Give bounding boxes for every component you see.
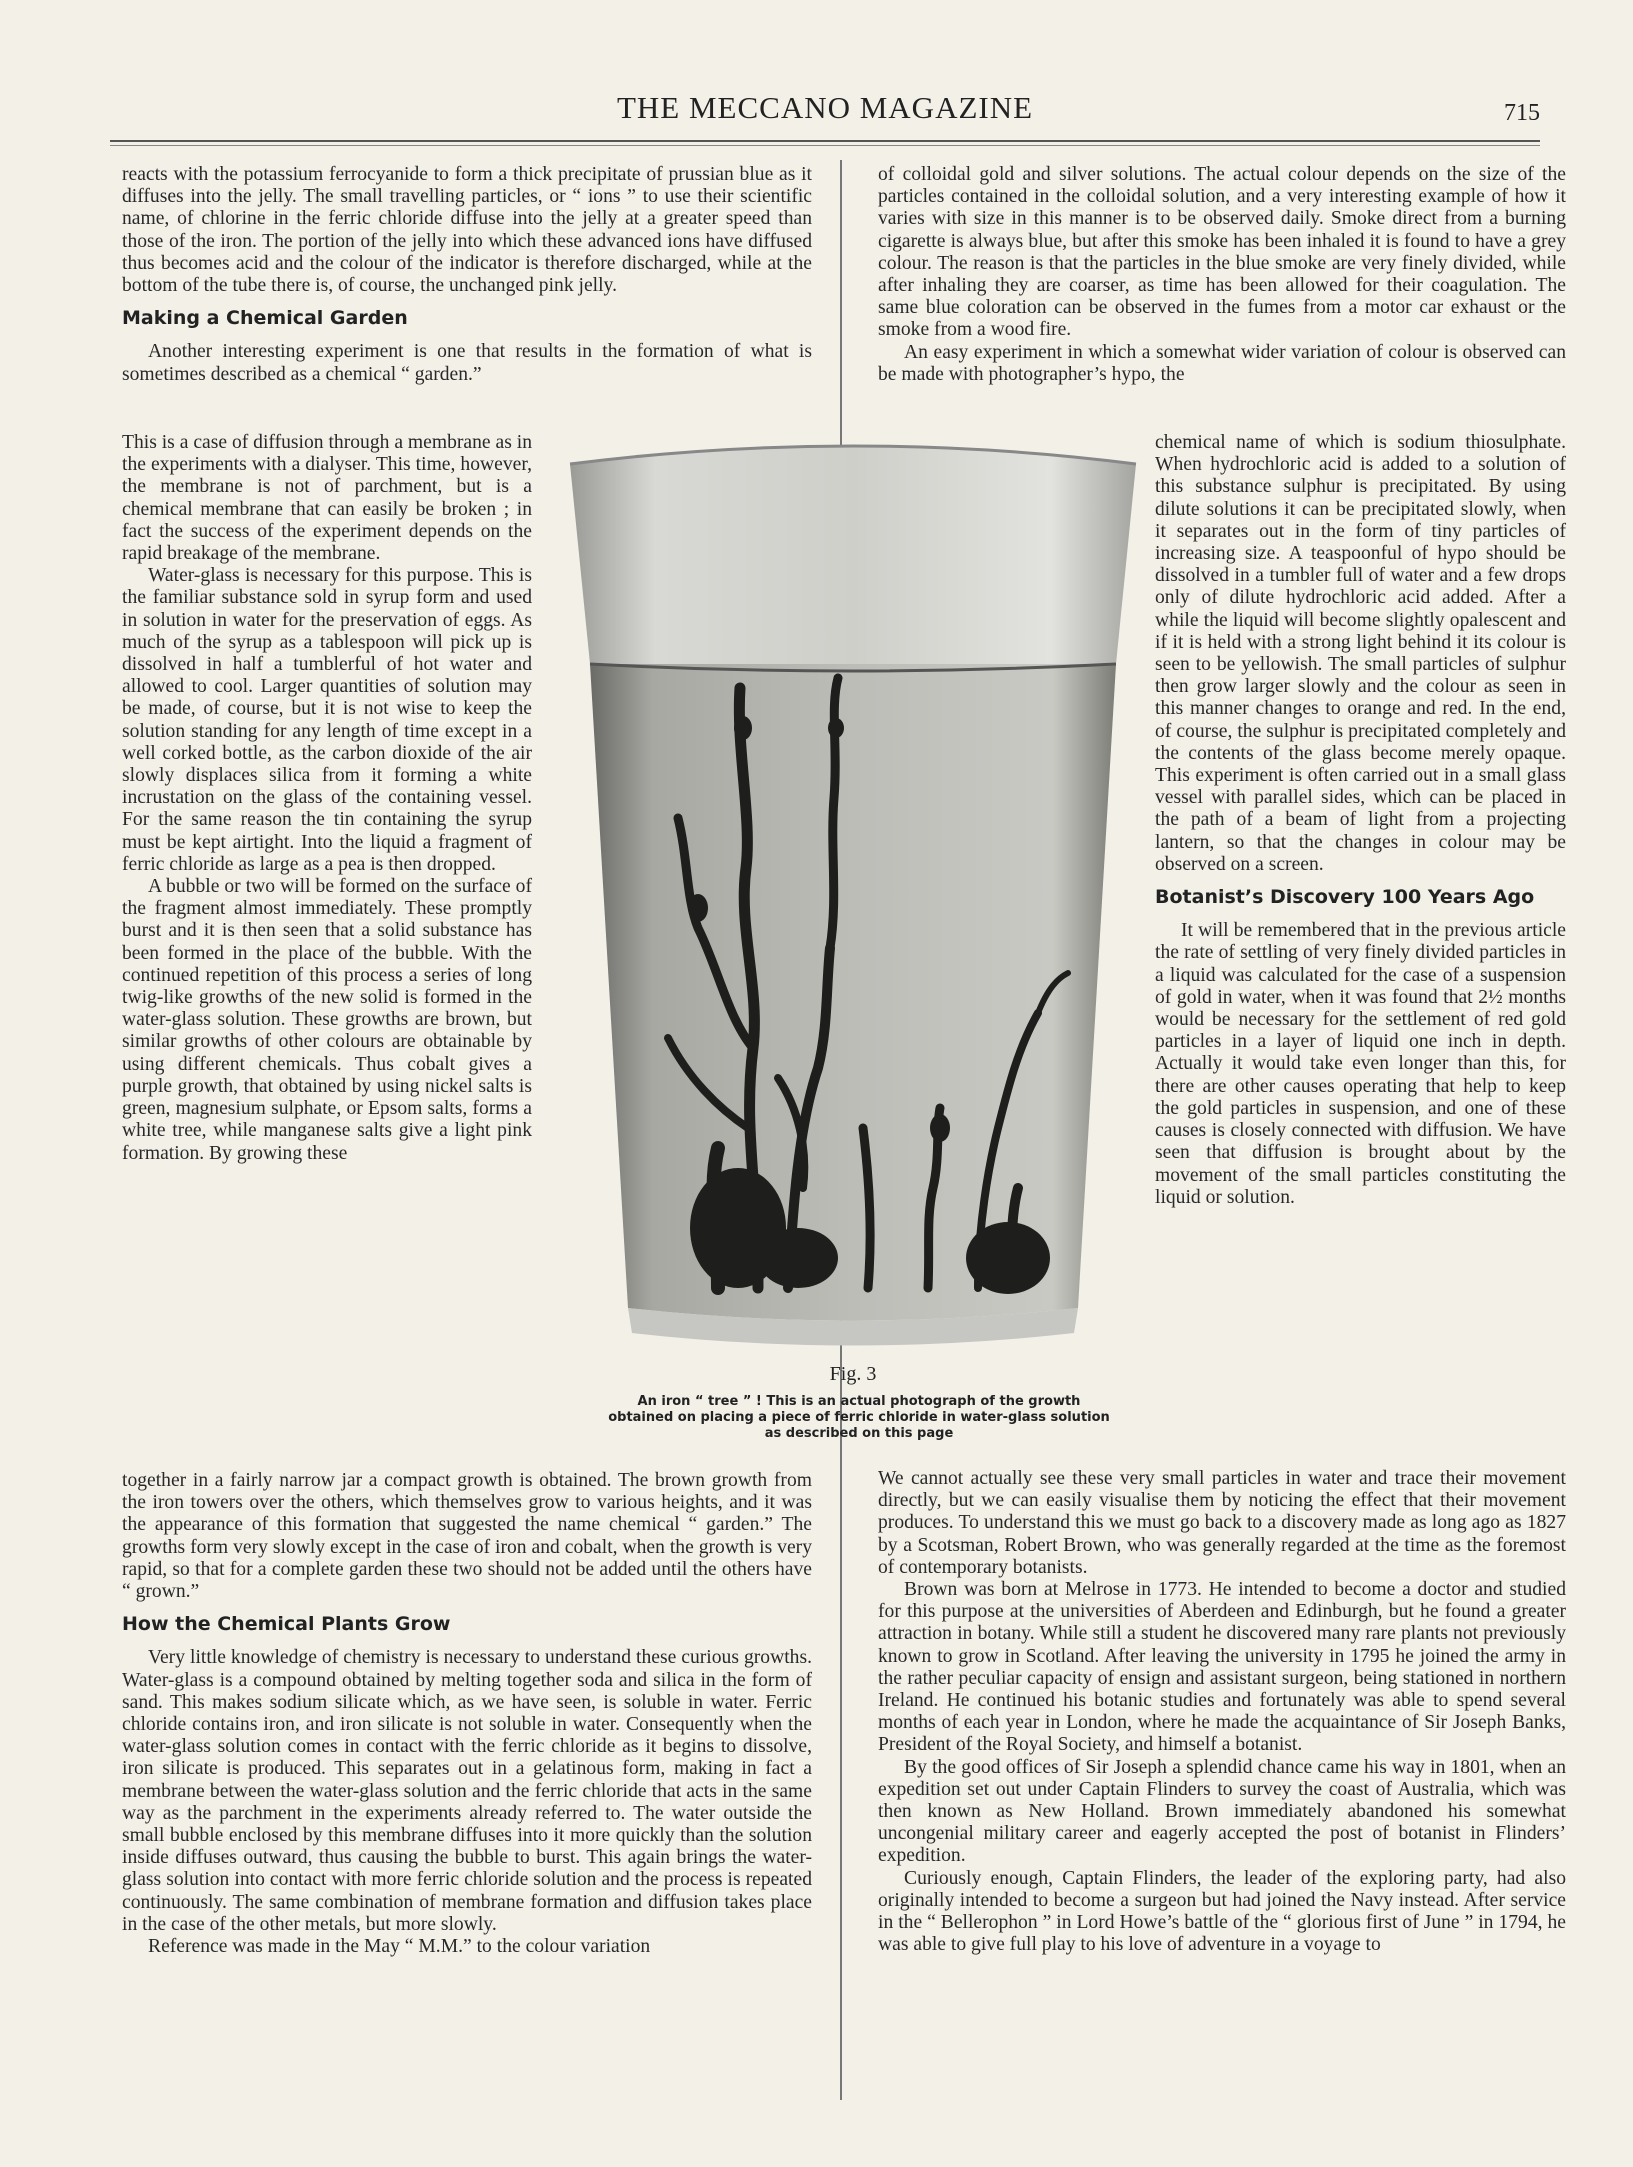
paragraph: This is a case of diffusion through a membrane as in the experiments with a dialyser. This time, however, the membrane is not of parchment, but is a chemical membrane that can easily be broken ; in fact the success of the experiment depends on the rapid breakage of the membrane. — [122, 432, 532, 565]
paragraph: We cannot actually see these very small particles in water and trace their movement directly, but we can easily visualise them by noticing the effect that their movement produces. To understand this we must go back to a discovery made as long ago as 1827 by a Scotsman, Robert Brown, who was generally regarded at the time as the foremost of contemporary botanists. — [878, 1468, 1566, 1578]
paragraph: of colloidal gold and silver solutions. The actual colour depends on the size of the particles contained in the colloidal solution, and a very interesting example of how it varies with size in this manner is to be observed daily. Smoke direct from a burning cigarette is always blue, but after this smoke has been inhaled it is found to have a grey colour. The reason is that the particles in the blue smoke are very finely divided, while after inhaling they are coarser, as time has been allowed for their coagulation. The same blue coloration can be observed in the fumes from a motor car exhaust or the smoke from a wood fire. — [878, 164, 1566, 341]
left-column-narrow — [122, 432, 532, 1165]
paragraph: Water-glass is necessary for this purpose. This is the familiar substance sold in syrup form and used in solution in water for the preservation of eggs. As much of the syrup as a tablespoon will pick up is dissolved in half a tumblerful of hot water and allowed to cool. Larger quantities of solution may be made, of course, but it is not wise to keep the solution standing for any length of time except in a well corked bottle, as the carbon dioxide of the air slowly displaces silica from it forming a white incrustation on the glass of the containing vessel. For the same reason the tin containing the syrup must be kept airtight. Into the liquid a fragment of ferric chloride as large as a pea is then dropped. — [122, 565, 532, 875]
paragraph: Reference was made in the May “ M.M.” to the colour variation — [148, 1936, 651, 1958]
header-rule — [110, 140, 1540, 142]
paragraph: A bubble or two will be formed on the surface of the fragment almost immediately. These promptly burst and it is then seen that a solid substance has been formed in the place of the bubble. With the continued repetition of this process a series of long twig-like growths of the new solid is formed in the water-glass solution. These growths are brown, but similar growths of other colours are obtainable by using different chemicals. Thus cobalt gives a purple growth, that obtained by using nickel salts is green, magnesium sulphate, or Epsom salts, forms a white tree, while manganese salts give a light pink formation. By growing these — [122, 876, 532, 1164]
figure-label: Fig. 3 — [829, 1363, 877, 1385]
iron-tree-photograph — [568, 428, 1138, 1358]
magazine-title: THE MECCANO MAGAZINE — [616, 90, 1034, 125]
right-column-bottom — [878, 1468, 1566, 1956]
paragraph: Another interesting experiment is one that results in the formation of what is sometimes described as a chemical “ garden.” — [122, 341, 812, 385]
paragraph: Curiously enough, Captain Flinders, the leader of the exploring party, had also originally intended to become a surgeon but had joined the Navy instead. After service in the “ Bellerophon ” in Lord Howe’s battle of the “ glorious first of June ” in 1794, he was able to give full play to his love of adventure in a voyage to — [878, 1867, 1566, 1956]
section-heading: How the Chemical Plants Grow — [122, 1613, 451, 1636]
section-heading: Botanist’s Discovery 100 Years Ago — [1155, 886, 1535, 909]
figure-3 — [568, 428, 1138, 1441]
left-column-top — [122, 164, 812, 386]
paragraph: Brown was born at Melrose in 1773. He intended to become a doctor and studied for this purpose at the universities of Aberdeen and Edinburgh, but he found a greater attraction in botany. While still a student he discovered many rare plants not previously known to grow in Scotland. After leaving the university in 1795 he joined the army in the rather peculiar capacity of ensign and assistant surgeon, being stationed in northern Ireland. He continued his botanic studies and fortunately was able to spend several months of each year in London, where he made the acquaintance of Sir Joseph Banks, President of the Royal Society, and himself a botanist. — [878, 1579, 1566, 1756]
paragraph: It will be remembered that in the previous article the rate of settling of very finely divided particles in a liquid was calculated for the case of a suspension of gold in water, when it was found that 2½ months would be necessary for the settlement of red gold particles in a layer of liquid one inch in depth. Actually it would take even longer than this, for there are other causes operating that help to keep the gold particles in suspension, and one of these causes is closely connected with diffusion. We have seen that diffusion is brought about by the movement of the small particles constituting the liquid or solution. — [1155, 920, 1566, 1208]
header-rule-thin — [110, 145, 1540, 146]
paragraph: reacts with the potassium ferrocyanide to form a thick precipitate of prussian blue as it diffuses into the jelly. The small travelling particles, or “ ions ” to use their scientific name, of chlorine in the ferric chloride diffuse into the jelly at a greater speed than those of the iron. The portion of the jelly into which these advanced ions have diffused thus becomes acid and the colour of the indicator is therefore discharged, while at the bottom of the tube there is, of course, the unchanged pink jelly. — [122, 164, 812, 297]
page-number: 715 — [1504, 100, 1540, 126]
figure-caption: An iron “ tree ” ! This is an actual photograph of the growth obtained on placing a piece of ferric chloride in water-glass solution as described on this page — [608, 1394, 1110, 1441]
paragraph: By the good offices of Sir Joseph a splendid chance came his way in 1801, when an expedition set out under Captain Flinders to survey the coast of Australia, which was then known as New Holland. Brown immediately abandoned his somewhat uncongenial military career and eagerly accepted the post of botanist in Flinders’ expedition. — [878, 1756, 1566, 1867]
section-heading: Making a Chemical Garden — [122, 307, 408, 330]
paragraph: chemical name of which is sodium thiosulphate. When hydrochloric acid is added to a solution of this substance sulphur is precipitated. By using dilute solutions it can be precipitated slowly, when it separates out in the form of tiny particles of increasing size. A teaspoonful of hypo should be dissolved in a tumbler full of water and a few drops only of dilute hydrochloric acid added. After a while the liquid will become slightly opalescent and if it is held with a strong light behind it its colour is seen to be yellowish. The small particles of sulphur then grow larger slowly and the colour as seen in this manner changes to orange and red. In the end, of course, the sulphur is precipitated completely and the contents of the glass become merely opaque. This experiment is often carried out in a small glass vessel with parallel sides, which can be placed in the path of a beam of light from a projecting lantern, so that the changes in colour may be observed on a screen. — [1155, 432, 1566, 875]
paragraph: An easy experiment in which a somewhat wider variation of colour is observed can be made with photographer’s hypo, the — [878, 341, 1566, 385]
paragraph: Very little knowledge of chemistry is necessary to understand these curious growths. Water-glass is a compound obtained by melting together soda and silica in the form of sand. This makes sodium silicate which, as we have seen, is soluble in water. Ferric chloride contains iron, and iron silicate is not soluble in water. Consequently when the water-glass solution comes in contact with the ferric chloride as it begins to dissolve, iron silicate is produced. This separates out in a gelatinous form, making in fact a membrane between the water-glass solution and the ferric chloride that acts in the same way as the parchment in the experiments already referred to. The water outside the small bubble enclosed by this membrane diffuses into it more quickly than the solution inside diffuses outward, thus causing the bubble to burst. This again brings the water-glass solution into contact with more ferric chloride solution and the process is repeated continuously. The same combination of membrane formation and diffusion takes place in the case of the other metals, but more slowly. — [122, 1647, 812, 1935]
right-column-narrow — [1155, 432, 1566, 1209]
paragraph: together in a fairly narrow jar a compact growth is obtained. The brown growth from the iron towers over the others, which themselves grow to various heights, and it was the appearance of this formation that suggested the name chemical “ garden.” The growths form very slowly except in the case of iron and cobalt, when the growth is very rapid, so that for a complete garden these two should not be added until the others have “ grown.” — [122, 1470, 812, 1603]
right-column-top — [878, 164, 1566, 386]
left-column-bottom — [122, 1470, 812, 1958]
